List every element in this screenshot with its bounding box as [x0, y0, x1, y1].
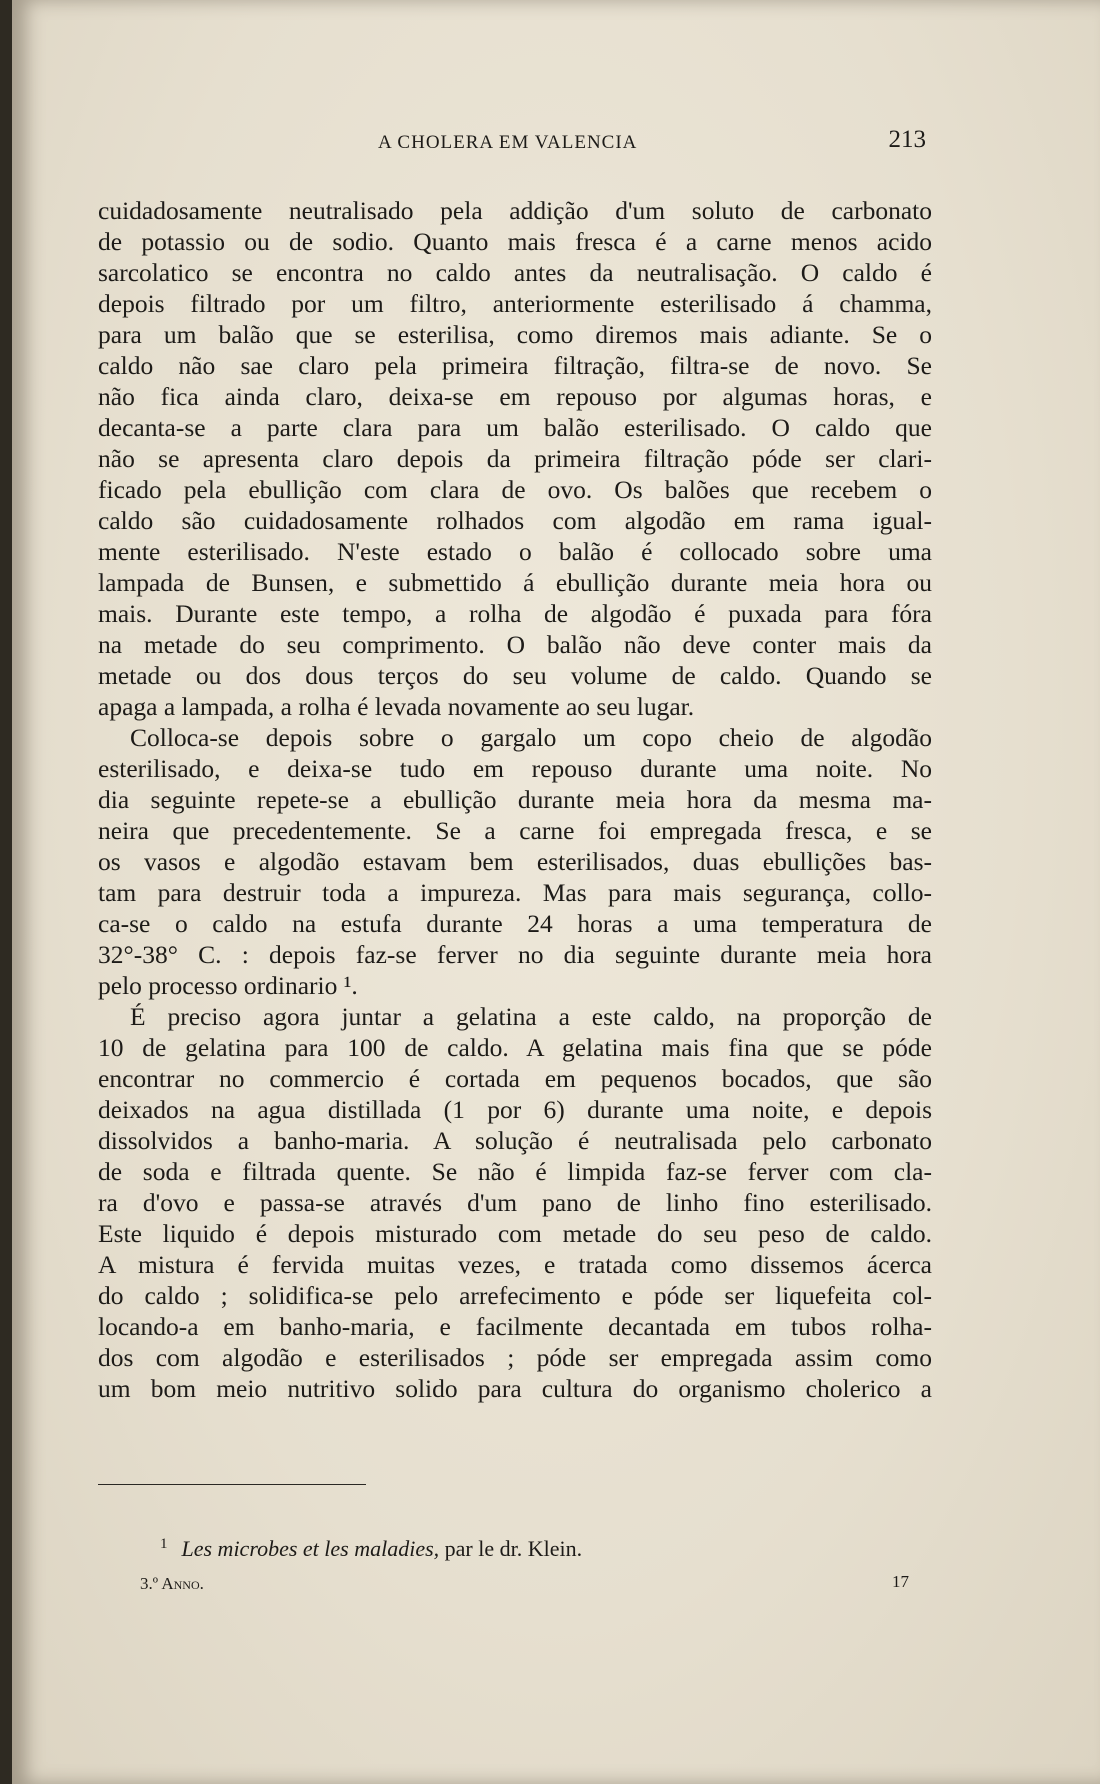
footnote-cited-title: Les microbes et les maladies, [181, 1536, 440, 1561]
text-line: deixados na agua distillada (1 por 6) durante uma noite, e depois [98, 1095, 932, 1124]
text-line: locando-a em banho-maria, e facilmente decantada em tubos rolha- [98, 1312, 932, 1341]
page-number: 213 [888, 126, 926, 153]
text-line: para um balão que se esterilisa, como diremos mais adiante. Se o [98, 320, 932, 349]
text-line: mais. Durante este tempo, a rolha de algodão é puxada para fóra [98, 599, 932, 628]
text-line: metade ou dos dous terços do seu volume de caldo. Quando se [98, 661, 932, 690]
footnote-rule [98, 1484, 366, 1485]
text-line: A mistura é fervida muitas vezes, e tratada como dissemos ácerca [98, 1250, 932, 1279]
text-line: esterilisado, e deixa-se tudo em repouso durante uma noite. No [98, 754, 932, 783]
text-line: dia seguinte repete-se a ebullição durante meia hora da mesma ma- [98, 785, 932, 814]
text-line: do caldo ; solidifica-se pelo arrefecimento e póde ser liquefeita col- [98, 1281, 932, 1310]
running-title: A CHOLERA EM VALENCIA [378, 132, 638, 153]
text-line: de soda e filtrada quente. Se não é limpida faz-se ferver com cla- [98, 1157, 932, 1186]
text-line: não fica ainda claro, deixa-se em repouso por algumas horas, e [98, 382, 932, 411]
text-line: ca-se o caldo na estufa durante 24 horas a uma temperatura de [98, 909, 932, 938]
text-line: pelo processo ordinario ¹. [98, 971, 358, 1000]
text-line: dos com algodão e esterilisados ; póde ser empregada assim como [98, 1343, 932, 1372]
text-line: É preciso agora juntar a gelatina a este caldo, na proporção de [130, 1002, 932, 1031]
footnote-marker: 1 [160, 1536, 168, 1552]
text-line: um bom meio nutritivo solido para cultura do organismo cholerico a [98, 1374, 932, 1403]
text-line: caldo não sae claro pela primeira filtração, filtra-se de novo. Se [98, 351, 932, 380]
signature-mark: 3.º Anno. [140, 1574, 204, 1593]
text-line: ficado pela ebullição com clara de ovo. Os balões que recebem o [98, 475, 932, 504]
book-page [12, 0, 1100, 1784]
footnote-author: par le dr. Klein. [444, 1536, 583, 1561]
text-line: não se apresenta claro depois da primeira filtração póde ser clari- [98, 444, 932, 473]
text-line: lampada de Bunsen, e submettido á ebullição durante meia hora ou [98, 568, 932, 597]
text-line: sarcolatico se encontra no caldo antes da neutralisação. O caldo é [98, 258, 932, 287]
text-line: mente esterilisado. N'este estado o balão é collocado sobre uma [98, 537, 932, 566]
text-line: de potassio ou de sodio. Quanto mais fresca é a carne menos acido [98, 227, 932, 256]
text-line: ra d'ovo e passa-se através d'um pano de linho fino esterilisado. [98, 1188, 932, 1217]
text-line: depois filtrado por um filtro, anteriormente esterilisado á chamma, [98, 289, 932, 318]
text-line: os vasos e algodão estavam bem esterilisados, duas ebullições bas- [98, 847, 932, 876]
text-line: cuidadosamente neutralisado pela addição d'um soluto de carbonato [98, 196, 932, 225]
text-line: Este liquido é depois misturado com metade do seu peso de caldo. [98, 1219, 932, 1248]
text-line: dissolvidos a banho-maria. A solução é neutralisada pelo carbonato [98, 1126, 932, 1155]
text-line: Colloca-se depois sobre o gargalo um copo cheio de algodão [130, 723, 932, 752]
body-text [98, 195, 932, 1404]
text-line: 32°-38° C. : depois faz-se ferver no dia seguinte durante meia hora [98, 940, 932, 969]
text-line: caldo são cuidadosamente rolhados com algodão em rama igual- [98, 506, 932, 535]
text-line: na metade do seu comprimento. O balão não deve conter mais da [98, 630, 932, 659]
text-line: apaga a lampada, a rolha é levada novamente ao seu lugar. [98, 692, 695, 721]
running-head [98, 126, 932, 162]
text-line: encontrar no commercio é cortada em pequenos bocados, que são [98, 1064, 932, 1093]
footnote [160, 1536, 582, 1562]
text-line: tam para destruir toda a impureza. Mas para mais segurança, collo- [98, 878, 932, 907]
text-line: neira que precedentemente. Se a carne foi empregada fresca, e se [98, 816, 932, 845]
text-line: 10 de gelatina para 100 de caldo. A gelatina mais fina que se póde [98, 1033, 932, 1062]
text-line: decanta-se a parte clara para um balão esterilisado. O caldo que [98, 413, 932, 442]
sheet-number: 17 [892, 1572, 909, 1591]
